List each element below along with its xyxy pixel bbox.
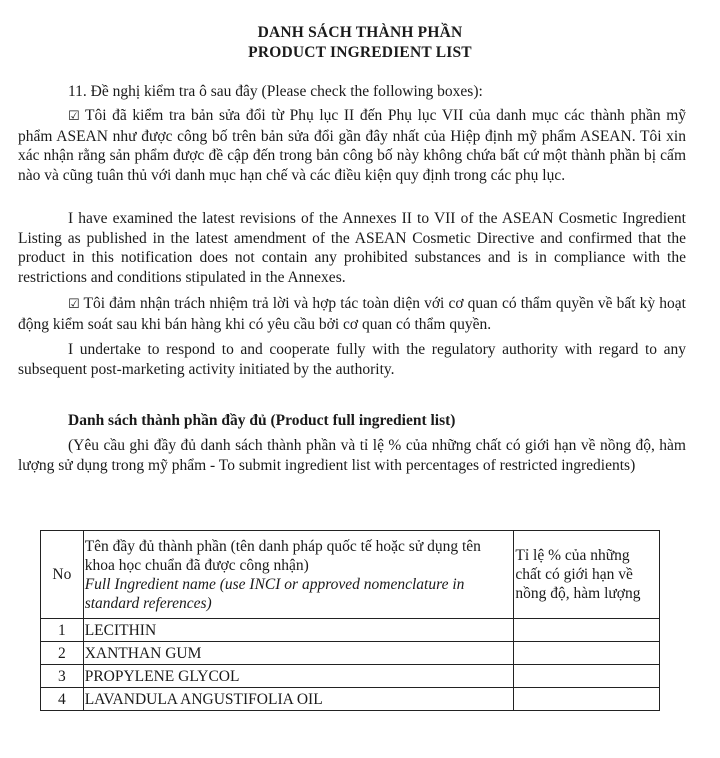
row-percentage bbox=[514, 688, 660, 711]
row-percentage bbox=[514, 665, 660, 688]
title-english: PRODUCT INGREDIENT LIST bbox=[248, 44, 472, 61]
ingredient-list-note: (Yêu cầu ghi đầy đủ danh sách thành phần và tỉ lệ % của những chất có giới hạn về nồng độ, hàm lượng sử dụng trong mỹ phẩm - To submit ingredient list with percentages of restricted ingredients) bbox=[18, 437, 686, 474]
row-ingredient-name: LECITHIN bbox=[83, 619, 514, 642]
row-ingredient-name: XANTHAN GUM bbox=[83, 642, 514, 665]
header-percentage: Tỉ lệ % của những chất có giới hạn về nồng độ, hàm lượng bbox=[514, 531, 660, 619]
section-11-intro: 11. Đề nghị kiểm tra ô sau đây (Please check the following boxes): bbox=[68, 83, 483, 100]
table-row bbox=[41, 619, 660, 642]
checked-box-icon: ☑ bbox=[68, 109, 80, 124]
checkbox-statement-2-vi bbox=[18, 294, 686, 334]
ingredient-list-heading: Danh sách thành phần đầy đủ (Product full ingredient list) bbox=[68, 412, 456, 429]
statement-1-english: I have examined the latest revisions of the Annexes II to VII of the ASEAN Cosmetic Ingredient Listing as published in the latest amendment of the ASEAN Cosmetic Directive and confirmed that the product in this notification does not contain any prohibited substances and is in compliance with the restrictions and conditions stipulated in the Annexes. bbox=[18, 210, 686, 286]
checkbox-statement-2-text: Tôi đảm nhận trách nhiệm trả lời và hợp tác toàn diện với cơ quan có thẩm quyền về bất kỳ hoạt động kiểm soát sau khi bán hàng khi có yêu cầu bởi cơ quan có thẩm quyền. bbox=[18, 295, 686, 333]
checkbox-statement-1-vi bbox=[18, 106, 686, 185]
header-name-vi: Tên đầy đủ thành phần (tên danh pháp quốc tế hoặc sử dụng tên khoa học chuẩn đã được công nhận) bbox=[84, 537, 481, 574]
row-no: 2 bbox=[41, 642, 84, 665]
statement-2-english: I undertake to respond to and cooperate fully with the regulatory authority with regard to any subsequent post-marketing activity initiated by the authority. bbox=[18, 341, 686, 378]
table-header-row bbox=[41, 531, 660, 619]
ingredient-table bbox=[40, 530, 660, 711]
row-percentage bbox=[514, 642, 660, 665]
row-percentage bbox=[514, 619, 660, 642]
checkbox-statement-1-text: Tôi đã kiểm tra bản sửa đổi từ Phụ lục II đến Phụ lục VII của danh mục các thành phần mỹ phẩm ASEAN như được công bố trên bản sửa đổi gần đây nhất của Hiệp định mỹ phẩm ASEAN. Tôi xin xác nhận rằng sản phẩm được đề cập đến trong bản công bố này không chứa bất cứ một thành phần bị cấm nào và cũng tuân thủ với danh mục hạn chế và các điều kiện quy định trong các phụ lục. bbox=[18, 107, 686, 184]
checked-box-icon: ☑ bbox=[68, 297, 80, 312]
header-ingredient-name bbox=[83, 531, 514, 619]
table-row bbox=[41, 688, 660, 711]
table-row bbox=[41, 665, 660, 688]
row-ingredient-name: PROPYLENE GLYCOL bbox=[83, 665, 514, 688]
title-vietnamese: DANH SÁCH THÀNH PHẦN bbox=[257, 24, 463, 41]
row-no: 1 bbox=[41, 619, 84, 642]
table-row bbox=[41, 642, 660, 665]
row-no: 3 bbox=[41, 665, 84, 688]
row-ingredient-name: LAVANDULA ANGUSTIFOLIA OIL bbox=[83, 688, 514, 711]
header-no: No bbox=[41, 531, 84, 619]
row-no: 4 bbox=[41, 688, 84, 711]
header-name-en: Full Ingredient name (use INCI or approved nomenclature in standard references) bbox=[84, 575, 465, 612]
